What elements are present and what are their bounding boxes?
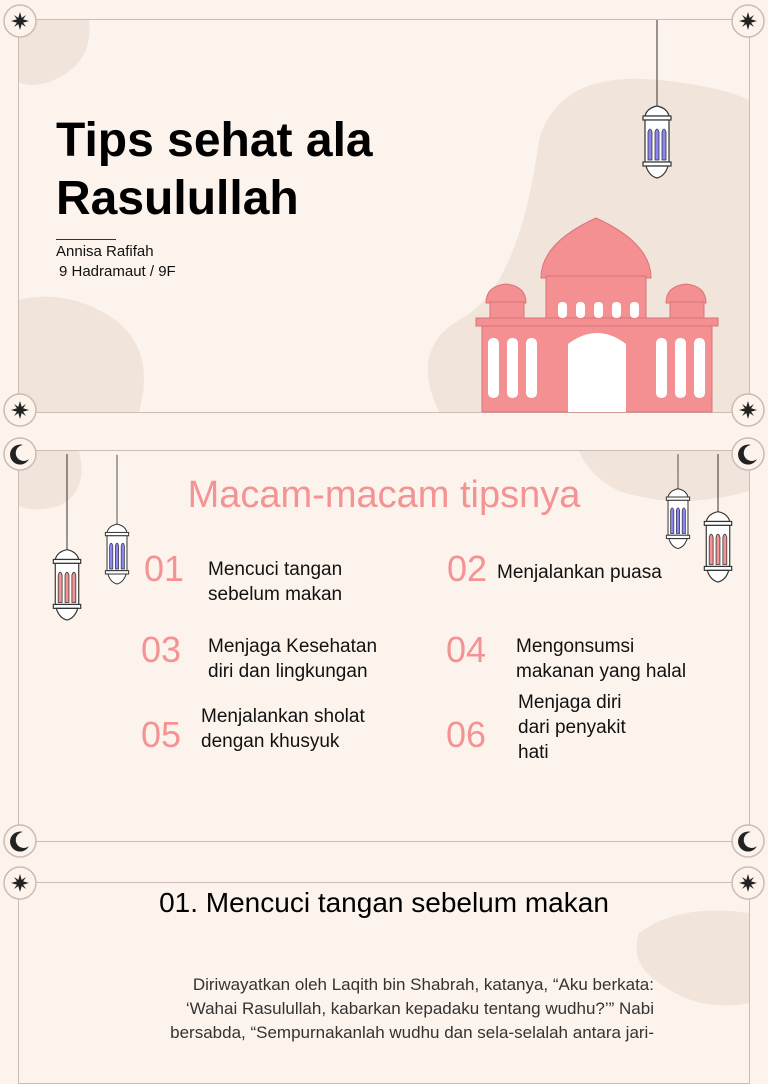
title-line-1: Tips sehat ala <box>56 114 373 167</box>
detail-body <box>160 973 654 1045</box>
author-name: Annisa Rafifah <box>56 243 154 260</box>
star-corner-icon <box>1 391 39 429</box>
tip-line: hati <box>518 742 549 763</box>
tip-line: Menjaga Kesehatan <box>208 636 378 657</box>
title-line-2: Rasulullah <box>56 172 299 225</box>
page-title <box>56 112 373 228</box>
tip-number-03: 03 <box>141 629 182 670</box>
mosque-icon <box>476 218 718 412</box>
tip-text-01 <box>208 557 342 607</box>
tip-line: Menjalankan puasa <box>497 562 662 583</box>
body-line: Diriwayatkan oleh Laqith bin Shabrah, katanya, “Aku berkata: <box>192 975 654 994</box>
lantern-icon <box>47 454 87 624</box>
tip-line: Mencuci tangan <box>208 559 343 580</box>
section-heading: Macam-macam tipsnya <box>187 474 581 516</box>
tip-line: Mengonsumsi <box>516 636 635 657</box>
tip-text-02 <box>497 560 662 585</box>
tip-number-05: 05 <box>141 714 182 755</box>
tip-number-01: 01 <box>144 548 185 589</box>
tip-line: Menjalankan sholat <box>201 706 365 727</box>
tip-line: sebelum makan <box>208 584 343 605</box>
tip-number-04: 04 <box>446 629 487 670</box>
tip-number-02: 02 <box>447 548 488 589</box>
body-line: ‘Wahai Rasulullah, kabarkan kepadaku tentang wudhu?’” Nabi <box>185 999 654 1018</box>
slide-title <box>0 0 768 430</box>
slide-tips-list <box>0 436 768 864</box>
lantern-icon <box>100 454 134 588</box>
lantern-icon <box>698 454 738 586</box>
tip-text-03 <box>208 634 377 684</box>
tip-line: Menjaga diri <box>518 692 622 713</box>
tip-text-04 <box>516 634 686 684</box>
tip-line: diri dan lingkungan <box>208 661 368 682</box>
tip-text-06 <box>518 690 626 765</box>
body-line: bersabda, “Sempurnakanlah wudhu dan sela-selalah antara jari- <box>170 1023 654 1042</box>
class-info: 9 Hadramaut / 9F <box>59 263 176 280</box>
tip-line: dari penyakit <box>518 717 626 738</box>
star-corner-icon <box>1 2 39 40</box>
star-corner-icon <box>729 2 767 40</box>
detail-heading: 01. Mencuci tangan sebelum makan <box>159 887 609 918</box>
tip-text-05 <box>201 704 365 754</box>
moon-corner-icon <box>1 822 39 860</box>
tip-line: dengan khusyuk <box>201 731 340 752</box>
divider <box>56 239 116 240</box>
star-corner-icon <box>729 391 767 429</box>
lantern-icon <box>637 20 677 180</box>
lantern-icon <box>661 454 695 552</box>
tip-line: makanan yang halal <box>516 661 687 682</box>
moon-corner-icon <box>1 435 39 473</box>
slide-detail-01 <box>0 864 768 1042</box>
moon-corner-icon <box>729 822 767 860</box>
tip-number-06: 06 <box>446 714 487 755</box>
